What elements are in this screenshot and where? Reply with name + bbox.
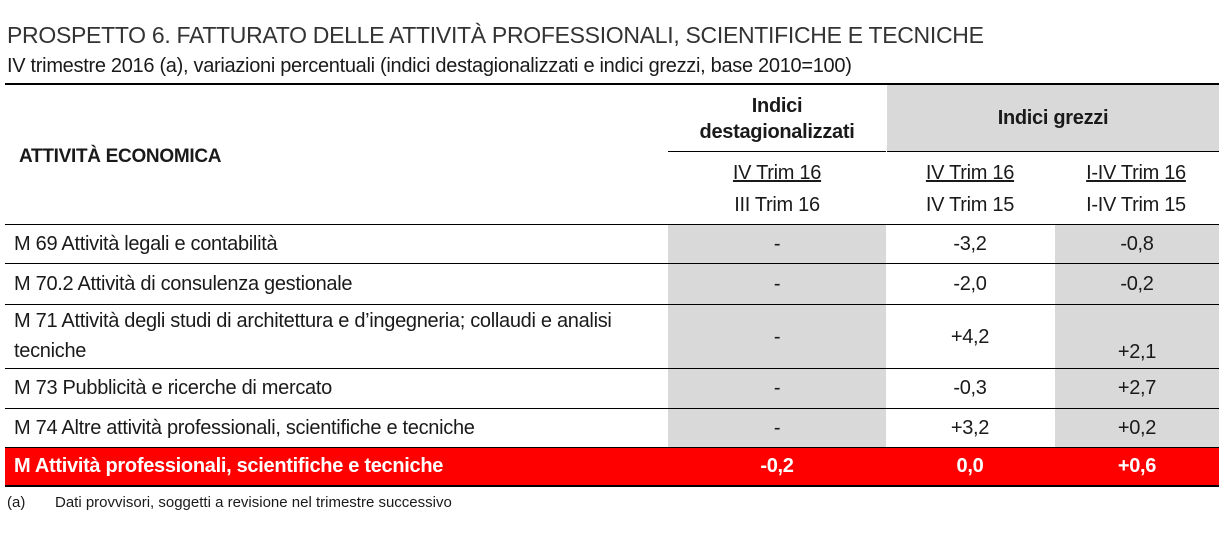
table-row-label [0, 306, 668, 368]
header-col-3 [1053, 156, 1219, 222]
rule-bottom [5, 485, 1219, 487]
table-row-label: M 69 Attività legali e contabilità [14, 232, 278, 255]
rule-row [5, 447, 1219, 448]
table-row-label: M 73 Pubblicità e ricerche di mercato [14, 377, 332, 399]
table-cell: -2,0 [953, 272, 987, 295]
header-group-grezzi: Indici grezzi [997, 106, 1109, 129]
table-cell: - [773, 232, 781, 255]
table-row-label-line1: M 71 Attività degli studi di architettura e d’ingegneria; collaudi e analisi [14, 310, 612, 332]
table-cell: -0,3 [953, 377, 987, 399]
total-cell: -0,2 [760, 455, 794, 477]
total-cell: 0,0 [956, 455, 984, 477]
table-cell: +0,2 [1117, 417, 1157, 439]
rule-row [5, 304, 1219, 305]
table-subtitle: IV trimestre 2016 (a), variazioni percentuali (indici destagionalizzati e indici grezzi, base 2010=100) [7, 55, 852, 77]
footnote-text: Dati provvisori, soggetti a revisione nel trimestre successivo [55, 494, 452, 511]
header-group-destag-line1: Indici [751, 95, 803, 117]
footnote [7, 494, 452, 511]
rule-top [5, 83, 1219, 85]
header-activity: ATTIVITÀ ECONOMICA [19, 146, 222, 167]
table-row-label: M 74 Altre attività professionali, scientifiche e tecniche [14, 417, 475, 439]
rule-under-destag [668, 151, 886, 152]
total-cell: +0,6 [1117, 455, 1157, 477]
rule-row [5, 263, 1219, 264]
table-row-label: M 70.2 Attività di consulenza gestionale [14, 272, 353, 295]
header-group-destag [668, 87, 886, 151]
table-cell: - [773, 325, 781, 348]
table-cell: - [773, 272, 781, 295]
header-col-1-bottom: III Trim 16 [734, 194, 820, 216]
table-cell: -0,8 [1120, 232, 1154, 255]
header-col-2 [887, 156, 1053, 222]
header-col-2-bottom: IV Trim 15 [925, 194, 1015, 216]
table-cell: +3,2 [950, 417, 990, 439]
table-row-label-line2: tecniche [14, 340, 87, 362]
table-cell: - [773, 417, 781, 439]
table-cell: +2,1 [1117, 341, 1157, 363]
header-col-3-bottom: I-IV Trim 15 [1086, 194, 1186, 216]
table-title: PROSPETTO 6. FATTURATO DELLE ATTIVITÀ PROFESSIONALI, SCIENTIFICHE E TECNICHE [7, 22, 984, 48]
table-cell: - [773, 377, 781, 399]
footnote-mark: (a) [7, 494, 26, 511]
table-cell: +4,2 [950, 325, 990, 348]
header-group-destag-line2: destagionalizzati [699, 121, 855, 143]
rule-row [5, 408, 1219, 409]
header-col-3-top: I-IV Trim 16 [1086, 162, 1186, 184]
header-col-1 [668, 156, 886, 222]
table-cell: -3,2 [953, 232, 987, 255]
header-col-1-top: IV Trim 16 [732, 162, 822, 184]
rule-header-bottom [5, 224, 1219, 225]
total-row-label: M Attività professionali, scientifiche e tecniche [14, 455, 444, 477]
table-cell: +2,7 [1117, 377, 1157, 399]
rule-row [5, 368, 1219, 369]
header-col-2-top: IV Trim 16 [925, 162, 1015, 184]
rule-under-grezzi [887, 151, 1219, 152]
table-cell: -0,2 [1120, 272, 1154, 295]
